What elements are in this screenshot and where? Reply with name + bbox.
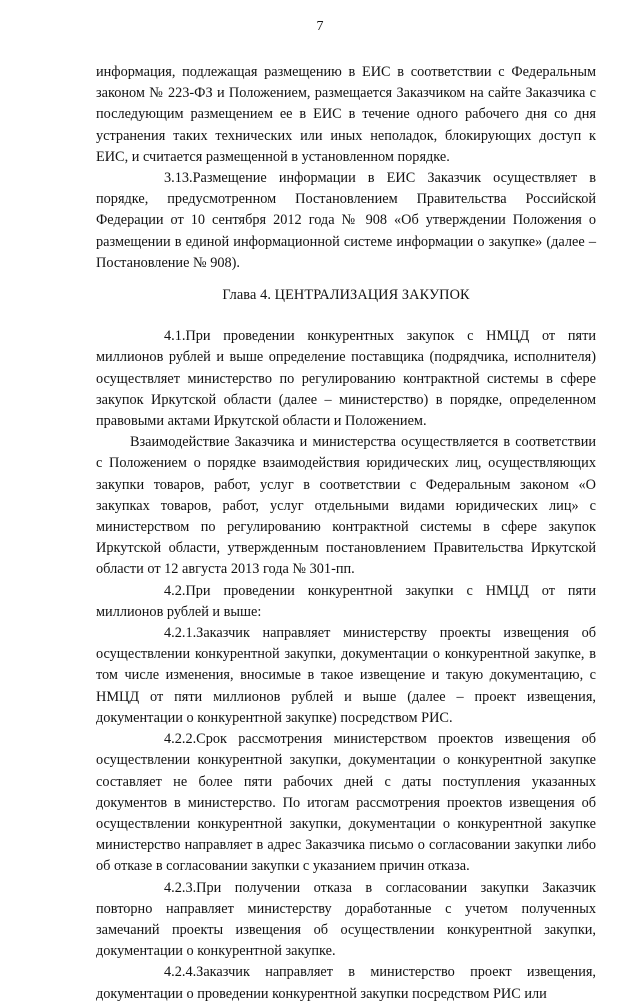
paragraph-continuation — [96, 62, 596, 168]
paragraph-4-2-2 — [96, 729, 596, 877]
paragraph-4-2-4 — [96, 962, 596, 1004]
paragraph-text: Заказчик направляет в министерство проект извещения, документации о проведении конкурентной закупки посредством РИС или — [96, 964, 596, 1002]
paragraph-text: Размещение информации в ЕИС Заказчик осуществляет в порядке, предусмотренном Постановлением Правительства Российской Федерации от 10 сентября 2012 года № 908 «Об утверждении Положения о размещении в единой информационной системе информации о закупке» (далее – Постановление № 908). — [96, 170, 596, 271]
paragraph-text: Заказчик направляет министерству проекты извещения об осуществлении конкурентной закупки, документации о конкурентной закупке, в том числе изменения, вносимые в такое извещение и такую документацию, с НМЦД от пяти миллионов рублей и выше (далее – проект извещения, документации о конкурентной закупке) посредством РИС. — [96, 625, 596, 726]
clause-number: 4.1. — [164, 328, 186, 345]
paragraph-text: информация, подлежащая размещению в ЕИС в соответствии с Федеральным законом № 223-ФЗ и Положением, размещается Заказчиком на сайте Заказчика с последующим размещением ее в ЕИС в течение одного рабочего дня со дня устранения таких технических или иных неполадок, блокирующих доступ к ЕИС, и считается размещенной в установленном порядке. — [96, 64, 596, 165]
clause-number: 4.2.2. — [164, 731, 197, 748]
paragraph-text: При получении отказа в согласовании закупки Заказчик повторно направляет министерству доработанные с учетом полученных замечаний проекты извещения об осуществлении конкурентной закупки, документации о конкурентной закупке. — [96, 879, 596, 960]
clause-number: 4.2.3. — [164, 879, 197, 896]
paragraph-text: Срок рассмотрения министерством проектов извещения об осуществлении конкурентной закупки, документации о конкурентной закупке составляет не более пяти рабочих дней с даты поступления указанных документов в министерство. По итогам рассмотрения проектов извещения об осуществлении конкурентной закупки, документации о конкурентной закупке министерство направляет в адрес Заказчика письмо о согласовании закупки либо об отказе в согласовании закупки с указанием причин отказа. — [96, 731, 596, 875]
paragraph-text: Взаимодействие Заказчика и министерства осуществляется в соответствии с Положением о порядке взаимодействия юридических лиц, осуществляющих закупки товаров, работ, услуг в соответствии с Федеральным законом «О закупках товаров, работ, услуг отдельными видами юридических лиц» с министерством по регулированию контрактной системы в сфере закупок Иркутской области, утвержденным постановлением Правительства Иркутской области от 12 августа 2013 года № 301-пп. — [96, 434, 596, 578]
clause-number: 3.13. — [164, 170, 193, 187]
paragraph-4-2-1 — [96, 623, 596, 729]
paragraph-3-13 — [96, 168, 596, 274]
paragraph-4-2 — [96, 581, 596, 623]
paragraph-4-1 — [96, 326, 596, 432]
paragraph-interaction — [96, 432, 596, 580]
page-number: 7 — [316, 19, 324, 34]
clause-number: 4.2. — [164, 582, 186, 599]
document-body — [96, 62, 596, 1005]
paragraph-text: При проведении конкурентной закупки с НМЦД от пяти миллионов рублей и выше: — [96, 582, 596, 620]
paragraph-text: При проведении конкурентных закупок с НМЦД от пяти миллионов рублей и выше определение поставщика (подрядчика, исполнителя) осуществляет министерство по регулированию контрактной системы в сфере закупок Иркутской области (далее – министерство) в порядке, определенном правовыми актами Иркутской области и Положением. — [96, 328, 596, 430]
chapter-title: Глава 4. ЦЕНТРАЛИЗАЦИЯ ЗАКУПОК — [222, 287, 470, 304]
paragraph-4-2-3 — [96, 878, 596, 963]
clause-number: 4.2.1. — [164, 625, 197, 642]
clause-number: 4.2.4. — [164, 964, 197, 981]
